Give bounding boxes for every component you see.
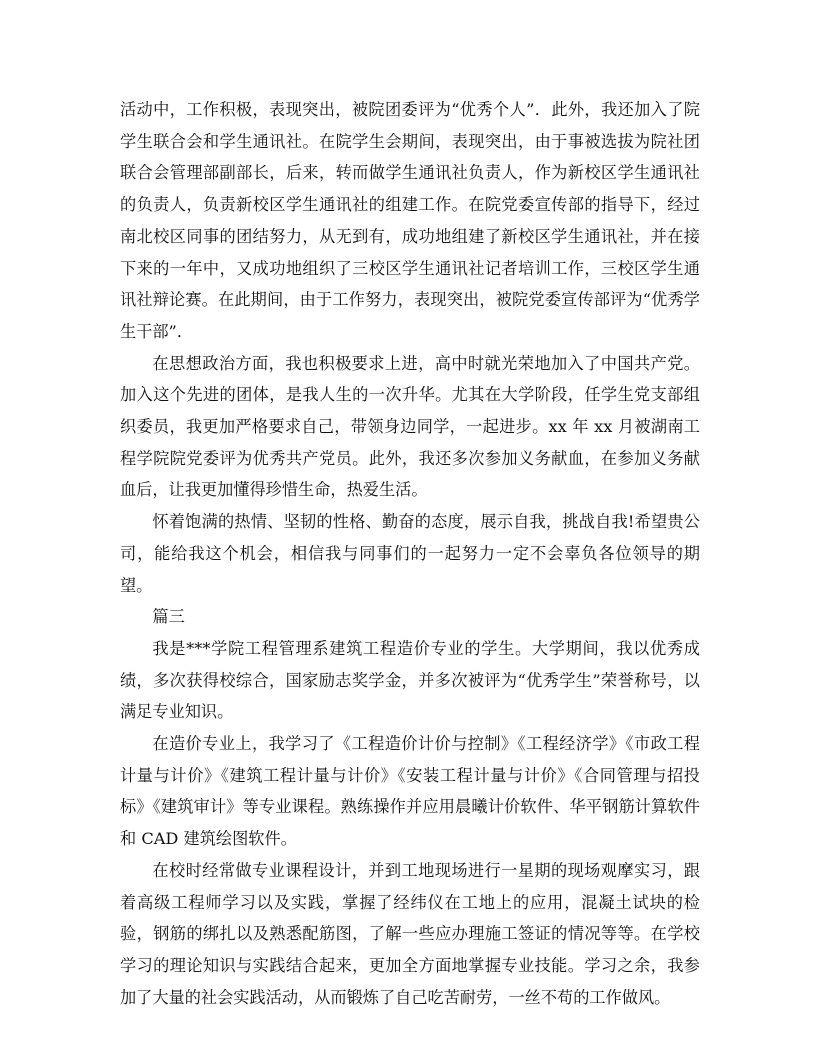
paragraph-practice: 在校时经常做专业课程设计，并到工地现场进行一星期的现场观摩实习，跟着高级工程师学习以及实践，掌握了经纬仪在工地上的应用，混凝土试块的检验，钢筋的绑扎以及熟悉配筋图，了解一些应办理施工签证的情况等等。在学校学习的理论知识与实践结合起来，更加全方面地掌握专业技能。学习之余，我参加了大量的社会实践活动，从而锻炼了自己吃苦耐劳，一丝不苟的工作做风。 <box>120 860 700 1007</box>
paragraph-continuation: 活动中，工作积极，表现突出，被院团委评为“优秀个人”．此外，我还加入了院学生联合会和学生通讯社。在院学生会期间，表现突出，由于事被选拔为院社团联合会管理部副部长，后来，转而做学生通讯社负责人，作为新校区学生通讯社的负责人，负责新校区学生通讯社的组建工作。在院党委宣传部的指导下，经过南北校区同事的团结努力，从无到有，成功地组建了新校区学生通讯社，并在接下来的一年中，又成功地组织了三校区学生通讯社记者培训工作，三校区学生通讯社辩论赛。在此期间，由于工作努力，表现突出，被院党委宣传部评为“优秀学生干部”． <box>120 100 700 341</box>
paragraph-courses: 在造价专业上，我学习了《工程造价计价与控制》《工程经济学》《市政工程计量与计价》《建筑工程计量与计价》《安装工程计量与计价》《合同管理与招投标》《建筑审计》等专业课程。熟练操作并应用晨曦计价软件、华平钢筋计算软件和 CAD 建筑绘图软件。 <box>120 734 700 849</box>
paragraph-closing: 怀着饱满的热情、坚韧的性格、勤奋的态度，展示自我，挑战自我!希望贵公司，能给我这个机会，相信我与同事们的一起努力一定不会辜负各位领导的期望。 <box>120 512 700 595</box>
document-body <box>120 94 700 1013</box>
paragraph-intro: 我是***学院工程管理系建筑工程造价专业的学生。大学期间，我以优秀成绩，多次获得校综合，国家励志奖学金，并多次被评为“优秀学生”荣誉称号，以满足专业知识。 <box>120 638 700 722</box>
section-heading: 篇三 <box>152 607 185 627</box>
paragraph-political: 在思想政治方面，我也积极要求上进，高中时就光荣地加入了中国共产党。加入这个先进的团体，是我人生的一次升华。尤其在大学阶段，任学生党支部组织委员，我更加严格要求自己，带领身边同学，一起进步。xx 年 xx 月被湖南工程学院院党委评为优秀共产党员。此外，我还多次参加义务献血，在参加义务献血后，让我更加懂得珍惜生命，热爱生活。 <box>120 353 700 500</box>
